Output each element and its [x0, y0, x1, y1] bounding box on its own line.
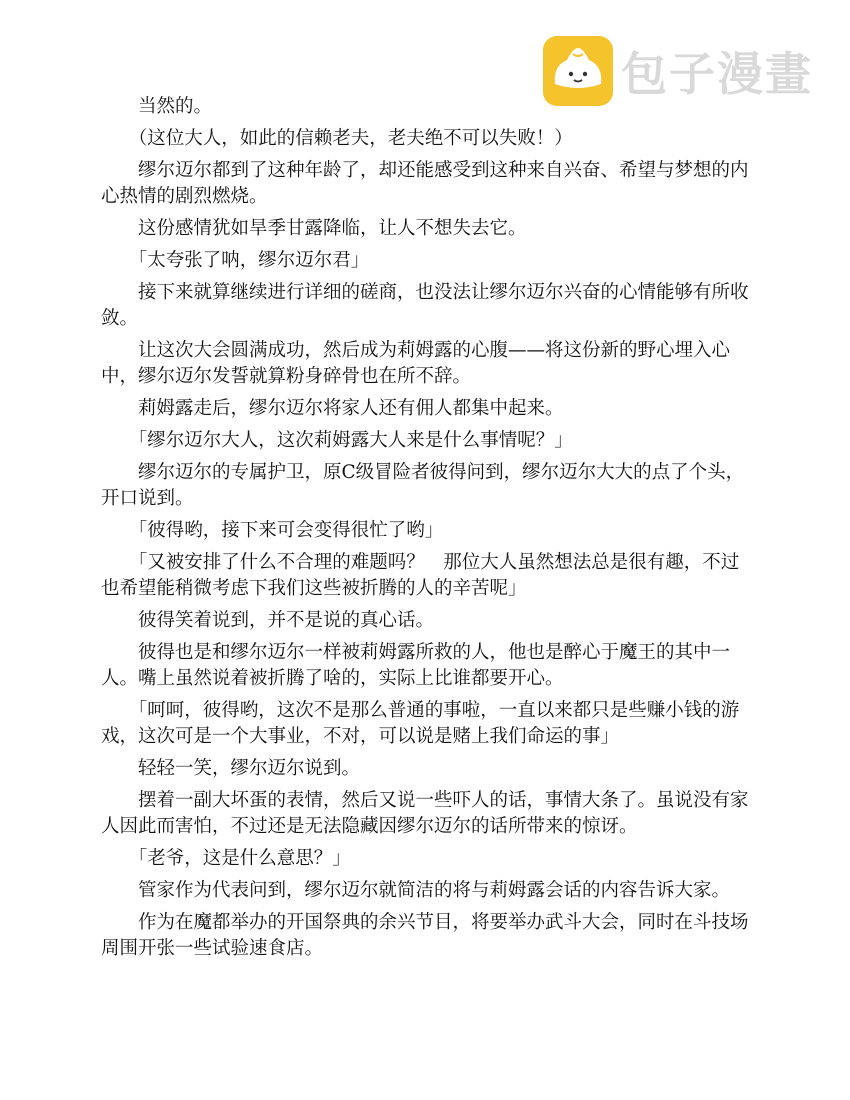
paragraph: 缪尔迈尔的专属护卫，原C级冒险者彼得问到，缪尔迈尔大大的点了个头，开口说到。	[101, 462, 745, 509]
document-body	[101, 94, 751, 968]
paragraph-quote: （这位大人，如此的信赖老夫，老夫绝不可以失败！）	[128, 128, 573, 149]
paragraph: 作为在魔都举办的开国祭典的余兴节目，将要举办武斗大会，同时在斗技场周围开张一些试验速食店。	[101, 912, 749, 959]
watermark-text: 包子漫畫	[621, 47, 813, 101]
paragraph: 轻轻一笑，缪尔迈尔说到。	[138, 758, 361, 779]
paragraph-quote: 「又被安排了什么不合理的难题吗？ 那位大人虽然想法总是很有趣，不过也希望能稍微考虑下我们这些被折腾的人的辛苦呢」	[101, 552, 740, 599]
paragraph: 摆着一副大坏蛋的表情，然后又说一些吓人的话，事情大条了。虽说没有家人因此而害怕，不过还是无法隐藏因缪尔迈尔的话所带来的惊讶。	[101, 790, 749, 837]
paragraph: 接下来就算继续进行详细的磋商，也没法让缪尔迈尔兴奋的心情能够有所收敛。	[101, 282, 749, 329]
paragraph: 管家作为代表问到，缪尔迈尔就简洁的将与莉姆露会话的内容告诉大家。	[138, 880, 731, 901]
paragraph: 让这次大会圆满成功，然后成为莉姆露的心腹——将这份新的野心埋入心中，缪尔迈尔发誓就算粉身碎骨也在所不辞。	[101, 340, 731, 387]
paragraph: 当然的。	[138, 96, 213, 117]
paragraph: 彼得也是和缪尔迈尔一样被莉姆露所救的人，他也是醉心于魔王的其中一人。嘴上虽然说着被折腾了啥的，实际上比谁都要开心。	[101, 642, 731, 689]
paragraph: 缪尔迈尔都到了这种年龄了，却还能感受到这种来自兴奋、希望与梦想的内心热情的剧烈燃烧。	[101, 160, 749, 207]
paragraph: 彼得笑着说到，并不是说的真心话。	[138, 610, 435, 631]
paragraph-quote: 「缪尔迈尔大人，这次莉姆露大人来是什么事情呢？」	[128, 430, 573, 451]
paragraph: 莉姆露走后，缪尔迈尔将家人还有佣人都集中起来。	[138, 398, 564, 419]
paragraph-quote: 「老爷，这是什么意思？」	[128, 848, 351, 869]
paragraph-quote: 「彼得哟，接下来可会变得很忙了哟」	[128, 520, 444, 541]
paragraph: 这份感情犹如旱季甘露降临，让人不想失去它。	[138, 218, 527, 239]
paragraph-quote: 「呵呵，彼得哟，这次不是那么普通的事啦，一直以来都只是些赚小钱的游戏，这次可是一个大事业，不对，可以说是赌上我们命运的事」	[101, 700, 740, 747]
paragraph-quote: 「太夸张了呐，缪尔迈尔君」	[128, 250, 370, 271]
